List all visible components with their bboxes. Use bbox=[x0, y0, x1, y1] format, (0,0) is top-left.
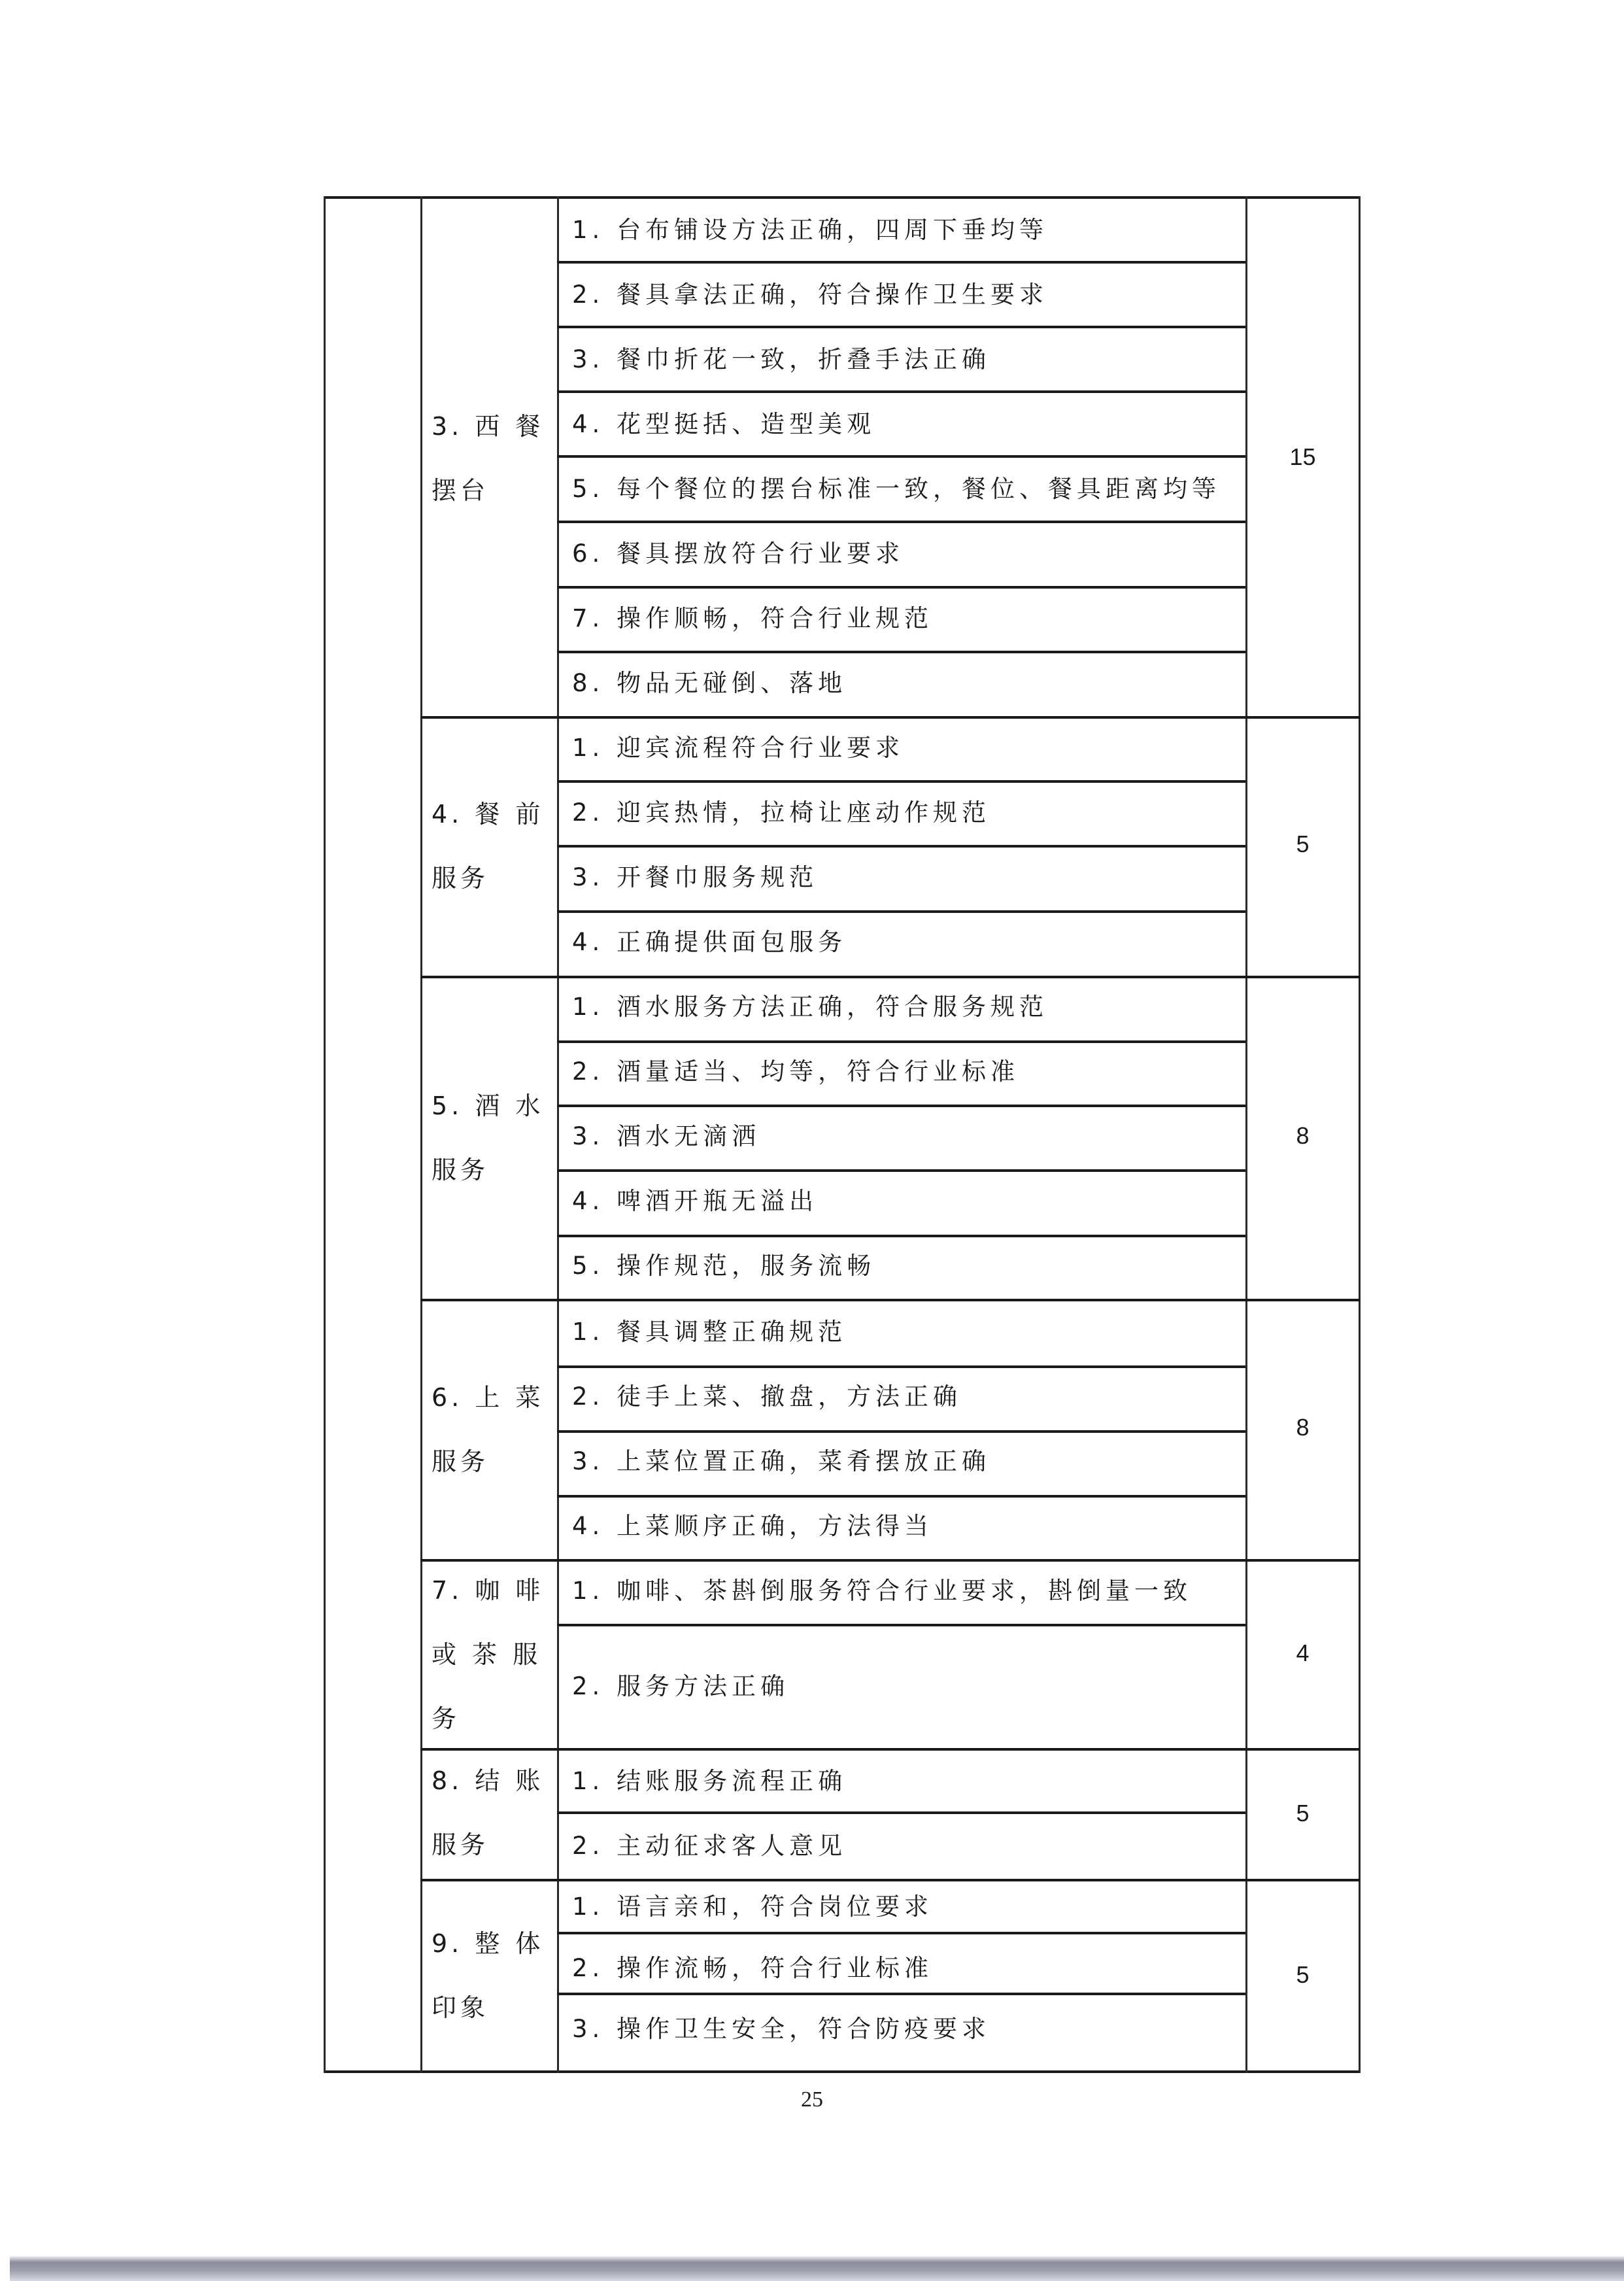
criteria-item: 1. 语言亲和，符合岗位要求 bbox=[572, 1893, 934, 1921]
group-label-line: 印象 bbox=[431, 1993, 490, 2022]
criteria-item: 1. 结账服务流程正确 bbox=[572, 1767, 847, 1795]
group-label-line: 服务 bbox=[431, 1447, 490, 1476]
score-value: 8 bbox=[1296, 1414, 1310, 1441]
scan-edge-artifact bbox=[10, 2256, 1624, 2281]
criteria-item: 4. 正确提供面包服务 bbox=[572, 928, 847, 956]
criteria-item: 5. 每个餐位的摆台标准一致，餐位、餐具距离均等 bbox=[572, 475, 1221, 503]
criteria-item: 5. 操作规范，服务流畅 bbox=[572, 1252, 876, 1280]
row-divider bbox=[557, 1811, 1245, 1814]
criteria-item: 7. 操作顺畅，符合行业规范 bbox=[572, 604, 934, 632]
row-divider bbox=[557, 1993, 1245, 1995]
column-divider-2 bbox=[557, 196, 559, 2073]
column-divider-1 bbox=[420, 196, 422, 2073]
group-label-line: 服务 bbox=[431, 1156, 490, 1184]
criteria-item: 2. 主动征求客人意见 bbox=[572, 1832, 847, 1860]
criteria-item: 2. 迎宾热情，拉椅让座动作规范 bbox=[572, 798, 991, 827]
group-label-coffee-tea-service bbox=[431, 1558, 549, 1751]
score-value: 5 bbox=[1296, 831, 1310, 857]
row-divider bbox=[557, 390, 1245, 393]
page-number: 25 bbox=[801, 2087, 823, 2112]
criteria-item: 1. 台布铺设方法正确，四周下垂均等 bbox=[572, 216, 1049, 244]
score-value: 5 bbox=[1296, 1961, 1310, 1988]
row-divider bbox=[557, 586, 1245, 589]
criteria-item: 2. 徒手上菜、撤盘，方法正确 bbox=[572, 1382, 962, 1411]
criteria-item: 1. 餐具调整正确规范 bbox=[572, 1318, 847, 1346]
row-divider bbox=[557, 261, 1245, 264]
group-label-line: 9. 整 体 bbox=[431, 1929, 545, 1958]
row-divider bbox=[557, 1624, 1245, 1626]
group-label-line: 4. 餐 前 bbox=[431, 800, 545, 829]
row-divider bbox=[557, 1932, 1245, 1934]
criteria-item: 1. 酒水服务方法正确，符合服务规范 bbox=[572, 993, 1049, 1021]
group-label-line: 3. 西 餐 bbox=[431, 412, 545, 441]
group-divider bbox=[420, 716, 1360, 719]
criteria-item: 3. 餐巾折花一致，折叠手法正确 bbox=[572, 345, 991, 373]
group-divider bbox=[420, 976, 1360, 978]
criteria-item: 8. 物品无碰倒、落地 bbox=[572, 669, 847, 697]
row-divider bbox=[557, 1105, 1245, 1107]
group-divider bbox=[420, 1559, 1360, 1562]
group-label-pre-meal-service bbox=[431, 782, 549, 910]
group-label-line: 5. 酒 水 bbox=[431, 1091, 545, 1120]
score-value: 8 bbox=[1296, 1122, 1310, 1149]
row-divider bbox=[557, 326, 1245, 328]
criteria-item: 3. 开餐巾服务规范 bbox=[572, 863, 819, 891]
group-label-overall-impression bbox=[431, 1912, 549, 2040]
group-label-line: 8. 结 账 bbox=[431, 1766, 545, 1795]
criteria-item: 6. 餐具摆放符合行业要求 bbox=[572, 540, 905, 568]
group-label-line: 务 bbox=[431, 1704, 461, 1733]
criteria-item: 3. 上菜位置正确，菜肴摆放正确 bbox=[572, 1447, 991, 1475]
score-value: 4 bbox=[1296, 1639, 1310, 1666]
group-label-dish-service bbox=[431, 1365, 549, 1494]
row-divider bbox=[557, 1169, 1245, 1172]
row-divider bbox=[557, 521, 1245, 523]
row-divider bbox=[557, 1235, 1245, 1237]
criteria-item: 4. 花型挺括、造型美观 bbox=[572, 410, 876, 438]
group-label-line: 或 茶 服 bbox=[431, 1640, 542, 1669]
row-divider bbox=[557, 1430, 1245, 1433]
row-divider bbox=[557, 651, 1245, 653]
row-divider bbox=[557, 455, 1245, 458]
criteria-item: 2. 服务方法正确 bbox=[572, 1672, 790, 1700]
group-label-western-table-setting bbox=[431, 394, 549, 523]
criteria-item: 3. 酒水无滴洒 bbox=[572, 1122, 761, 1150]
criteria-item: 2. 操作流畅，符合行业标准 bbox=[572, 1954, 934, 1982]
group-divider bbox=[420, 1879, 1360, 1881]
group-label-line: 6. 上 菜 bbox=[431, 1383, 545, 1412]
row-divider bbox=[557, 780, 1245, 783]
criteria-item: 3. 操作卫生安全，符合防疫要求 bbox=[572, 2015, 991, 2043]
score-value: 15 bbox=[1289, 443, 1316, 470]
group-label-checkout-service bbox=[431, 1749, 549, 1877]
group-label-line: 摆台 bbox=[431, 476, 490, 505]
score-value: 5 bbox=[1296, 1800, 1310, 1827]
group-label-line: 服务 bbox=[431, 864, 490, 893]
criteria-item: 2. 酒量适当、均等，符合行业标准 bbox=[572, 1057, 1020, 1086]
table-border-left bbox=[324, 196, 326, 2073]
criteria-item: 4. 啤酒开瓶无溢出 bbox=[572, 1187, 819, 1215]
group-label-line: 7. 咖 啡 bbox=[431, 1576, 545, 1605]
row-divider bbox=[557, 1365, 1245, 1368]
criteria-item: 4. 上菜顺序正确，方法得当 bbox=[572, 1512, 934, 1540]
row-divider bbox=[557, 1040, 1245, 1043]
row-divider bbox=[557, 910, 1245, 913]
criteria-item: 1. 迎宾流程符合行业要求 bbox=[572, 734, 905, 762]
criteria-item: 1. 咖啡、茶斟倒服务符合行业要求，斟倒量一致 bbox=[572, 1577, 1193, 1605]
group-label-line: 服务 bbox=[431, 1830, 490, 1859]
group-divider bbox=[420, 1748, 1360, 1751]
group-label-beverage-service bbox=[431, 1074, 549, 1202]
row-divider bbox=[557, 1495, 1245, 1498]
criteria-item: 2. 餐具拿法正确，符合操作卫生要求 bbox=[572, 281, 1049, 309]
row-divider bbox=[557, 845, 1245, 848]
group-divider bbox=[420, 1299, 1360, 1301]
